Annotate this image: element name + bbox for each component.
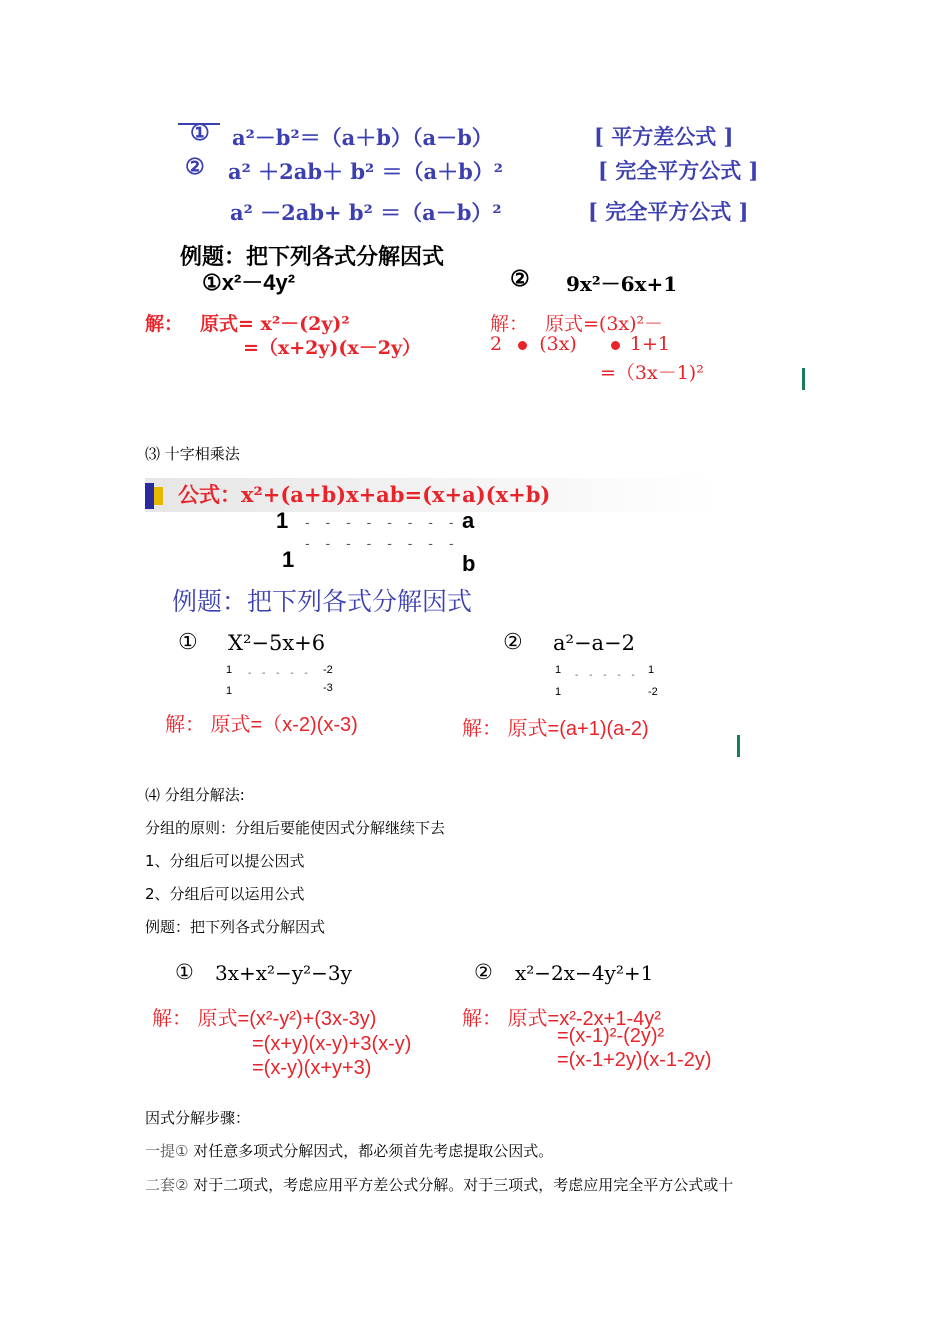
- cross-bottom-left: 1: [282, 547, 295, 572]
- step-1: [145, 1140, 553, 1161]
- s4-solution-1-line-2: =(x+y)(x-y)+3(x-y): [252, 1033, 412, 1055]
- formula-2-label: [ 完全平方公式 ]: [598, 158, 759, 183]
- s4-solution-2-line-1: 解： 原式=x²-2x+1-4y²: [462, 1008, 661, 1030]
- grouping-rule-2: 2、分组后可以运用公式: [145, 885, 305, 903]
- formula-3-expr: a² －2ab+ b² ＝（a－b）²: [230, 200, 502, 225]
- step-2-prefix: 二套②: [145, 1176, 189, 1194]
- q2-cross-2: 1: [648, 664, 655, 676]
- example-1-title: 例题：把下列各式分解因式: [180, 244, 445, 269]
- solution-2-3x: (3x): [539, 333, 577, 355]
- s4-solution-2-line-3: =(x-1+2y)(x-1-2y): [557, 1049, 712, 1071]
- step-2-text: 对于二项式，考虑应用平方差公式分解。对于三项式，考虑应用完全平方公式或十: [188, 1176, 734, 1194]
- step-1-text: 对任意多项式分解因式，都必须首先考虑提取公因式。: [188, 1142, 554, 1160]
- cross-line-2: - - - - - - - -: [305, 535, 460, 551]
- section-3-example-title: 例题：把下列各式分解因式: [172, 587, 473, 616]
- q1-number: ①: [178, 630, 198, 655]
- cross-bottom-right: b: [462, 551, 476, 576]
- section-3-heading: ⑶ 十字相乘法: [145, 445, 240, 463]
- q2-expr: a²−a−2: [553, 631, 636, 655]
- q1-cross-3: 1: [226, 685, 233, 697]
- grouping-rule-1: 1、分组后可以提公因式: [145, 852, 305, 870]
- section-3-solution-1: 解： 原式=（x-2)(x-3): [165, 714, 358, 736]
- cross-formula: 公式：x²+(a+b)x+ab=(x+a)(x+b): [178, 482, 551, 507]
- cross-top-left: 1: [276, 508, 289, 533]
- step-1-prefix: 一提①: [145, 1142, 189, 1160]
- q1-cross-2: -2: [323, 664, 333, 676]
- example-1-problem-2: 9x²－6x+1: [566, 272, 678, 296]
- slide-marker: [802, 368, 805, 390]
- cross-line-1: - - - - - - - -: [305, 514, 460, 530]
- solution-2-one: 1+1: [629, 333, 671, 355]
- example-1-problem-1: ①x²－4y²: [202, 270, 296, 295]
- q2-number: ②: [503, 630, 523, 655]
- formula-2-expr: a² ＋2ab＋ b² ＝（a＋b）²: [228, 159, 504, 184]
- grouping-principle: 分组的原则：分组后要能使因式分解继续下去: [145, 819, 446, 837]
- solution-1-line-1: 原式= x²－(2y)²: [200, 313, 350, 335]
- solution-2-line-3: =（3x－1)²: [600, 362, 704, 384]
- banner-accent-2: [154, 487, 163, 505]
- q2-cross-lines: - - - - -: [575, 670, 639, 681]
- formula-1-label: [ 平方差公式 ]: [594, 124, 734, 149]
- cross-top-right: a: [462, 508, 475, 533]
- solution-2-line-2: [490, 333, 670, 355]
- solution-2-two: 2: [490, 333, 503, 355]
- s4-q2-number: ②: [474, 960, 493, 984]
- s4-solution-1-line-1: 解： 原式=(x²-y²)+(3x-3y): [152, 1008, 377, 1030]
- s4-q2-expr: x²−2x−4y²+1: [515, 961, 654, 985]
- solution-2-line-1: 原式=(3x)²－: [545, 313, 664, 335]
- q1-cross-1: 1: [226, 664, 233, 676]
- formula-1-expr: a²－b²＝（a＋b）（a－b）: [232, 125, 493, 150]
- s4-solution-2-line-2: =(x-1)²-(2y)²: [557, 1025, 665, 1047]
- formula-2-number: ②: [185, 154, 205, 180]
- slide-marker: [737, 735, 740, 757]
- q2-cross-4: -2: [648, 686, 658, 698]
- formula-3-label: [ 完全平方公式 ]: [588, 199, 749, 224]
- steps-heading: 因式分解步骤：: [145, 1109, 251, 1127]
- s4-solution-1-line-3: =(x-y)(x+y+3): [252, 1057, 372, 1079]
- example-1-problem-2-number: ②: [510, 266, 530, 291]
- q2-cross-1: 1: [555, 664, 562, 676]
- solution-1-jie: 解：: [145, 313, 184, 335]
- q1-cross-4: -3: [323, 682, 333, 694]
- multiply-dot-icon: [611, 341, 620, 350]
- step-2: [145, 1174, 733, 1195]
- section-4-heading: ⑷ 分组分解法:: [145, 786, 245, 804]
- banner-accent: [145, 483, 154, 509]
- q1-cross-lines: - - - - -: [248, 668, 312, 679]
- formula-1-number: ①: [190, 120, 210, 146]
- section-4-example-title: 例题：把下列各式分解因式: [145, 918, 326, 936]
- solution-2-jie: 解：: [490, 313, 529, 335]
- q1-expr: X²−5x+6: [228, 631, 326, 655]
- multiply-dot-icon: [518, 341, 527, 350]
- solution-1-line-2: =（x+2y)(x－2y）: [243, 337, 421, 359]
- s4-q1-number: ①: [175, 960, 194, 984]
- q2-cross-3: 1: [555, 686, 562, 698]
- s4-q1-expr: 3x+x²−y²−3y: [215, 961, 352, 985]
- section-3-solution-2: 解： 原式=(a+1)(a-2): [462, 718, 649, 740]
